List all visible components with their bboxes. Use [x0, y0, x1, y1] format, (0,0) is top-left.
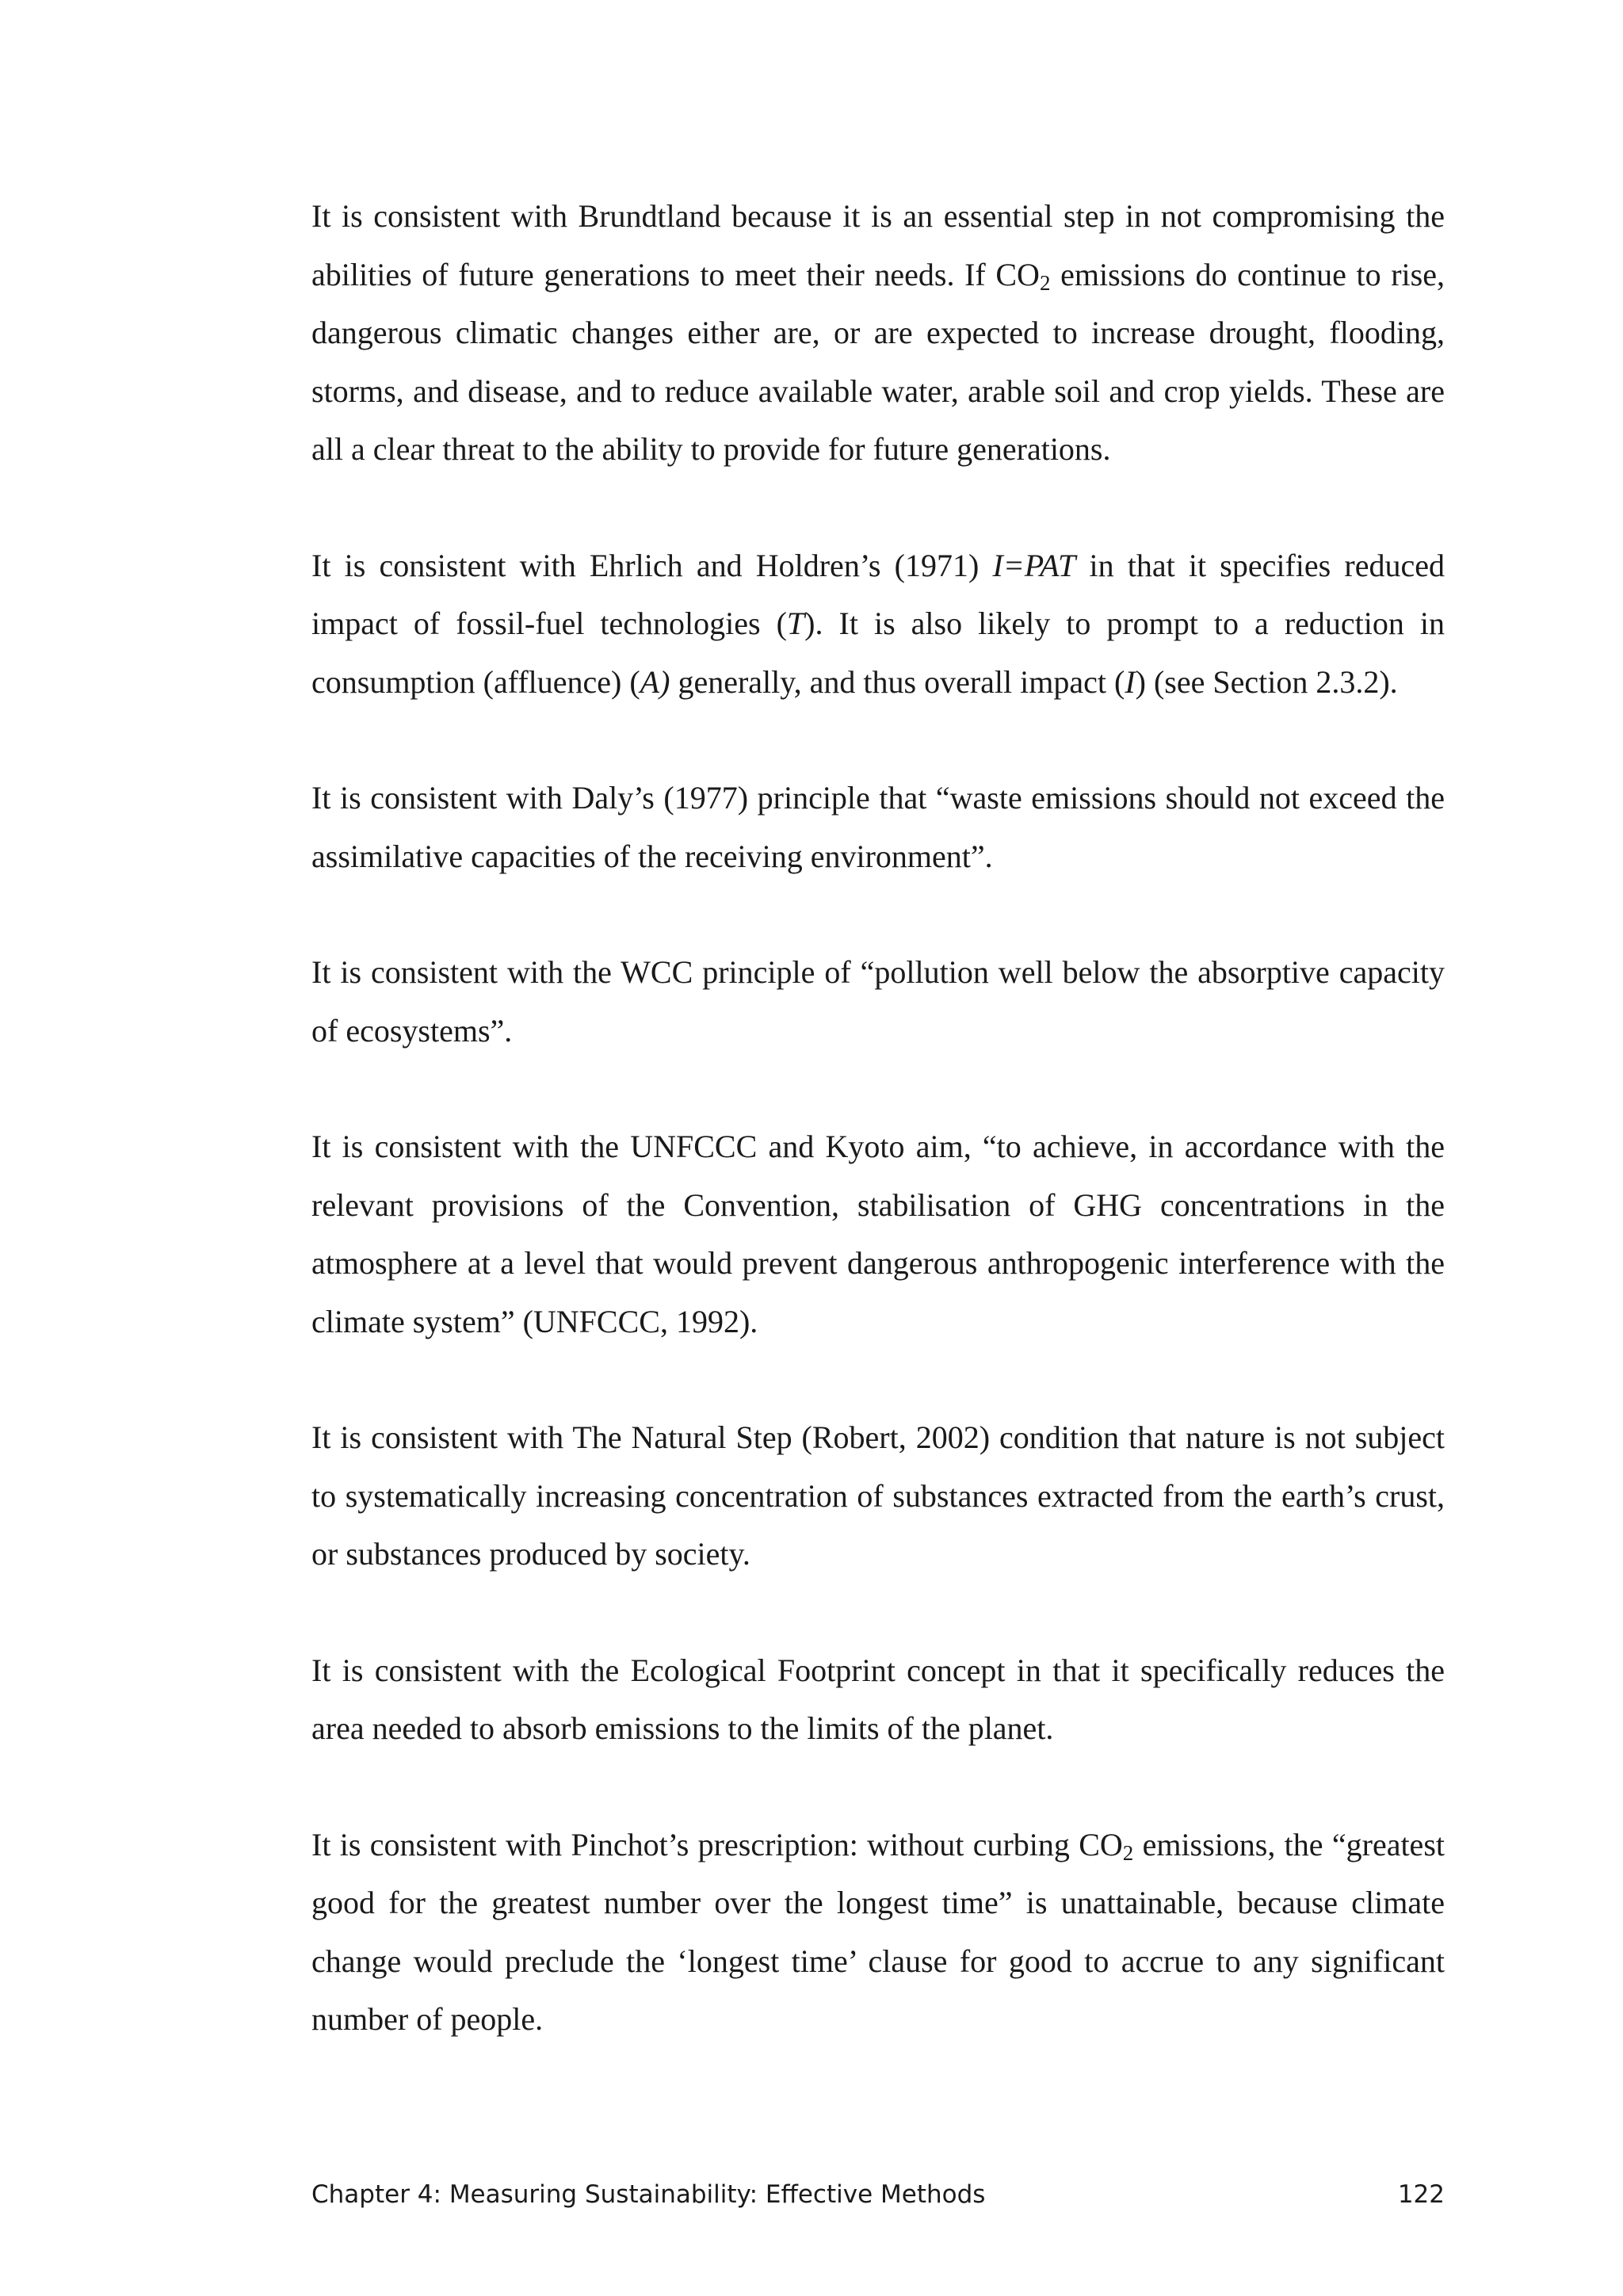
text-run: It is consistent with the UNFCCC and Kyoto aim, “to achieve, in accordance with the relevant provisions of the Convention, stabilisation of GHG concentrations in the atmosphere at a level that would prevent dangerous anthropogenic interference with the climate system” (UNFCCC, 1992). — [311, 1129, 1453, 1339]
paragraph-pinchot — [311, 1816, 1453, 2049]
page-body — [311, 187, 1453, 2107]
text-run: It is consistent with Pinchot’s prescription: without curbing CO — [311, 1826, 1123, 1862]
page-footer — [311, 2180, 1445, 2209]
paragraph-ecological-footprint — [311, 1641, 1453, 1758]
italic-text: I — [1125, 663, 1136, 700]
paragraph-ehrlich-holdren — [311, 537, 1453, 712]
subscript-text: 2 — [1039, 270, 1051, 295]
text-run: generally, and thus overall impact ( — [670, 663, 1125, 700]
text-run: It is consistent with Brundtland because it is an essential step in not compromising the abilities of future generations to meet their needs. If CO — [311, 198, 1453, 292]
text-run: It is consistent with Daly’s (1977) principle that “waste emissions should not exceed the assimilative capacities of the receiving environment”. — [311, 780, 1453, 874]
italic-text: T — [786, 606, 805, 641]
paragraph-daly — [311, 769, 1453, 885]
italic-text: A) — [640, 663, 670, 700]
text-run: ) (see Section 2.3.2). — [1135, 663, 1398, 700]
text-run: emissions, the “greatest good for the greatest number over the longest time” is unattainable, because climate change would preclude the ‘longest time’ clause for good to accrue to any significant number of people. — [311, 1826, 1453, 2037]
paragraph-natural-step — [311, 1408, 1453, 1584]
paragraph-wcc — [311, 943, 1453, 1060]
page-number: 122 — [1397, 2180, 1445, 2209]
paragraph-brundtland — [311, 187, 1453, 479]
footer-chapter-title: Chapter 4: Measuring Sustainability: Effective Methods — [311, 2180, 986, 2209]
text-run: ). It is also likely to prompt to a reduction in consumption (affluence) ( — [311, 606, 1453, 700]
text-run: It is consistent with the WCC principle of “pollution well below the absorptive capacity of ecosystems”. — [311, 954, 1453, 1049]
text-run: in that it specifies reduced impact of fossil-fuel technologies ( — [311, 547, 1453, 641]
italic-text: I=PAT — [992, 547, 1076, 583]
text-run: It is consistent with The Natural Step (Robert, 2002) condition that nature is not subject to systematically increasing concentration of substances extracted from the earth’s crust, or substances produced by society. — [311, 1419, 1453, 1572]
paragraph-unfccc-kyoto — [311, 1117, 1453, 1350]
text-run: emissions do continue to rise, dangerous climatic changes either are, or are expected to increase drought, flooding, storms, and disease, and to reduce available water, arable soil and crop yields. These are all a clear threat to the ability to provide for future generations. — [311, 256, 1453, 467]
text-run: It is consistent with the Ecological Footprint concept in that it specifically reduces the area needed to absorb emissions to the limits of the planet. — [311, 1652, 1453, 1746]
subscript-text: 2 — [1122, 1840, 1134, 1865]
text-run: It is consistent with Ehrlich and Holdren’s (1971) — [311, 547, 993, 583]
